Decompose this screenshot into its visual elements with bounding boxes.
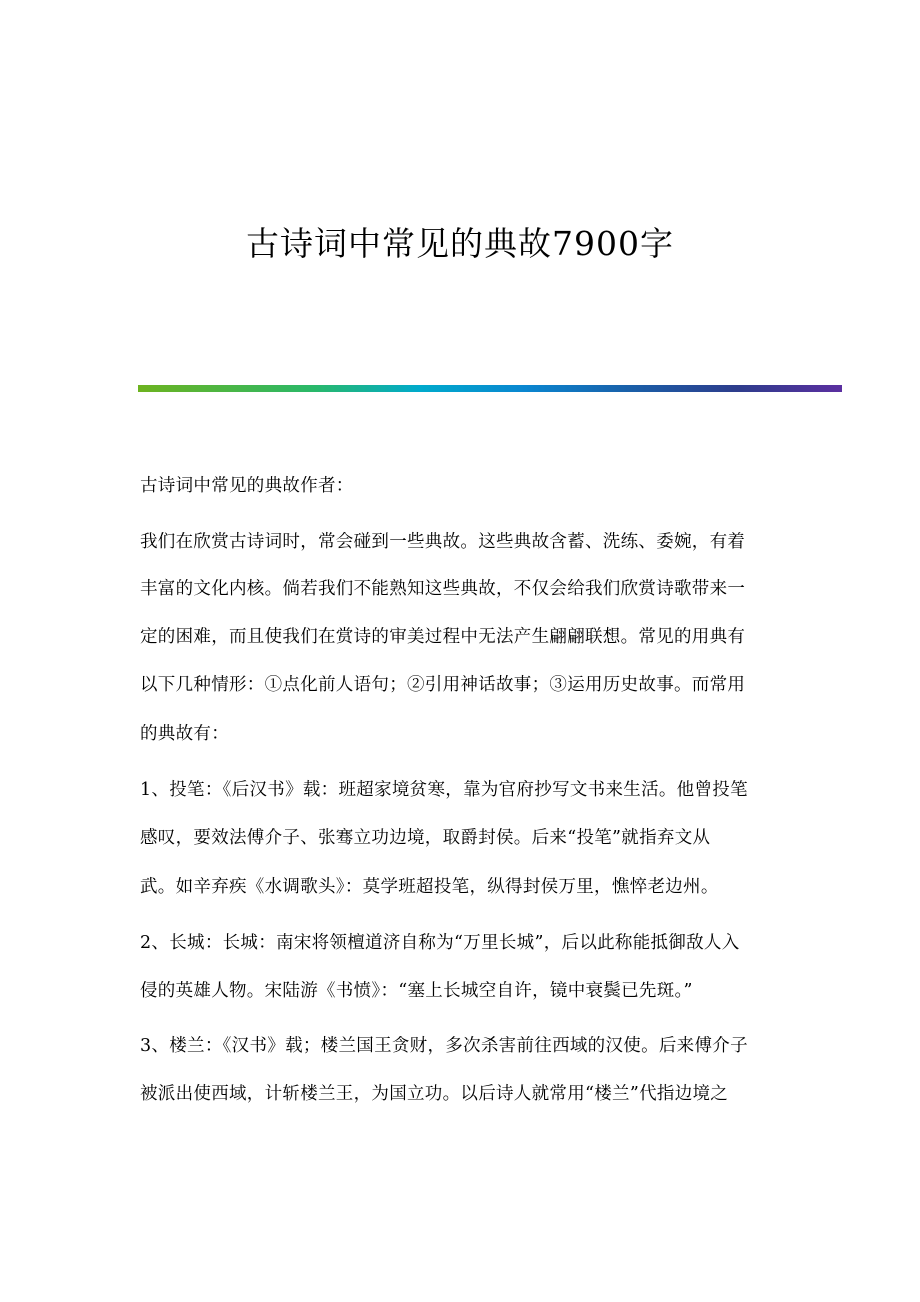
document-title: 古诗词中常见的典故7900字 (246, 224, 674, 263)
paragraph-line: 感叹，要效法傅介子、张骞立功边境，取爵封侯。后来“投笔”就指弃文从 (140, 828, 711, 848)
paragraph-line: 以下几种情形：①点化前人语句；②引用神话故事；③运用历史故事。而常用 (140, 675, 746, 695)
paragraph-line: 2、长城：长城：南宋将领檀道济自称为“万里长城”，后以此称能抵御敌人入 (140, 933, 740, 953)
paragraph-line: 被派出使西域，计斩楼兰王，为国立功。以后诗人就常用“楼兰”代指边境之 (140, 1084, 729, 1104)
paragraph-line: 3、楼兰：《汉书》载；楼兰国王贪财，多次杀害前往西域的汉使。后来傅介子 (140, 1036, 748, 1056)
paragraph-line: 的典故有： (140, 724, 229, 744)
paragraph-line: 丰富的文化内核。倘若我们不能熟知这些典故，不仅会给我们欣赏诗歌带来一 (140, 579, 746, 599)
author-line: 古诗词中常见的典故作者： (140, 476, 354, 496)
paragraph-line: 我们在欣赏古诗词时，常会碰到一些典故。这些典故含蓄、洗练、委婉，有着 (140, 532, 746, 552)
paragraph-line: 武。如辛弃疾《水调歌头》：莫学班超投笔，纵得封侯万里，憔悴老边州。 (140, 877, 719, 897)
title-divider-bar (138, 385, 842, 392)
paragraph-line: 侵的英雄人物。宋陆游《书愤》：“塞上长城空自许，镜中衰鬓已先斑。” (140, 981, 693, 1001)
paragraph-line: 1、投笔：《后汉书》载：班超家境贫寒，靠为官府抄写文书来生活。他曾投笔 (140, 780, 748, 800)
paragraph-line: 定的困难，而且使我们在赏诗的审美过程中无法产生翩翩联想。常见的用典有 (140, 627, 746, 647)
